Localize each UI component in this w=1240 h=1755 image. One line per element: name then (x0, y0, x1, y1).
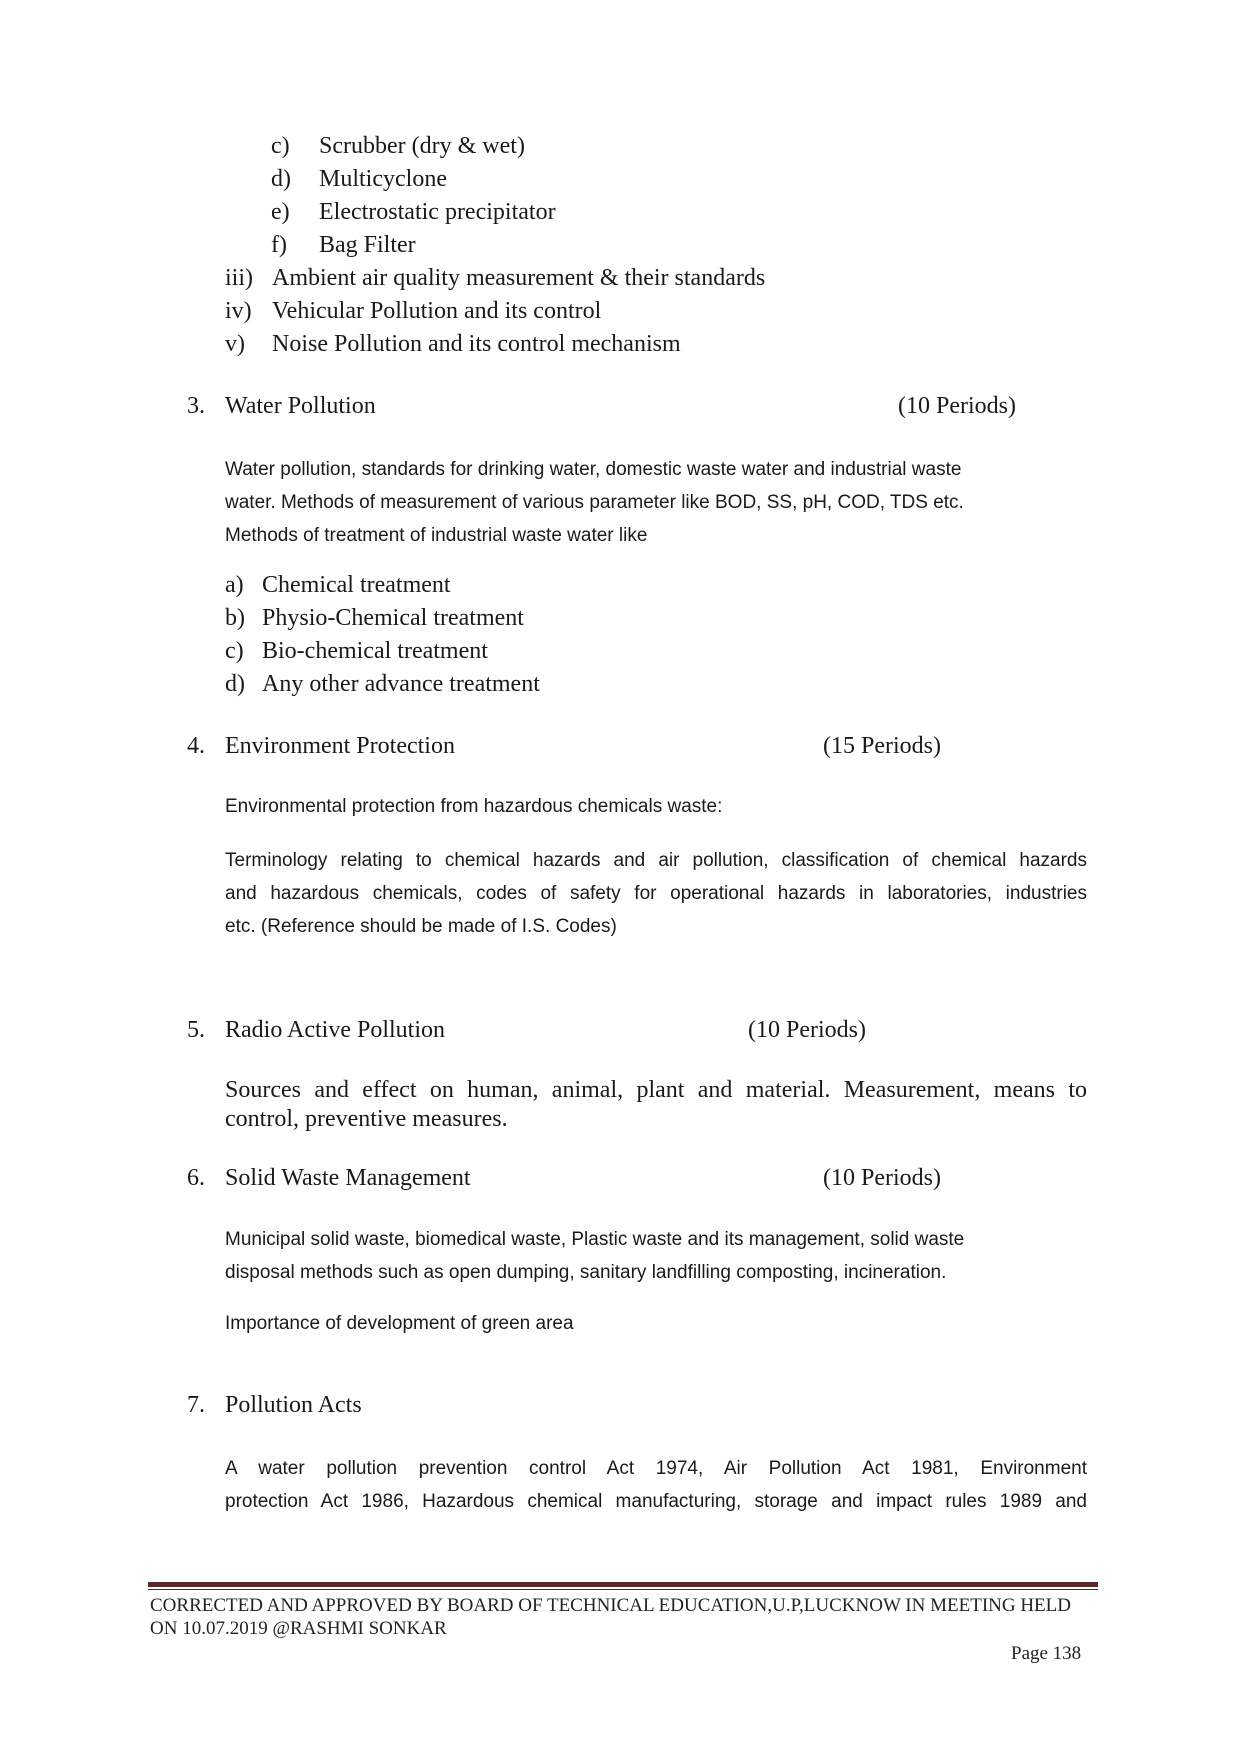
section-paragraph (225, 844, 1087, 943)
paragraph-line: Water pollution, standards for drinking water, domestic waste water and industrial waste (225, 459, 962, 480)
paragraph-line: Terminology relating to chemical hazards and air pollution, classification of chemical hazards (225, 850, 1087, 871)
section-periods: (15 Periods) (823, 733, 941, 759)
section-title: Radio Active Pollution (225, 1017, 445, 1043)
paragraph-line: disposal methods such as open dumping, sanitary landfilling composting, incineration. (225, 1262, 947, 1283)
list-marker: c) (225, 638, 244, 664)
paragraph-line: A water pollution prevention control Act 1974, Air Pollution Act 1981, Environment (225, 1458, 1087, 1479)
section-intro: Environmental protection from hazardous chemicals waste: (225, 796, 723, 817)
section-extra-text: Importance of development of green area (225, 1313, 574, 1334)
paragraph-line: water. Methods of measurement of various parameter like BOD, SS, pH, COD, TDS etc. (225, 492, 964, 513)
list-marker: a) (225, 572, 244, 598)
section-paragraph (225, 453, 1085, 552)
list-marker: d) (271, 166, 291, 192)
list-marker: f) (271, 232, 287, 258)
section-paragraph (225, 1452, 1087, 1518)
list-item-text: Chemical treatment (262, 572, 451, 598)
list-item-text: Vehicular Pollution and its control (272, 298, 602, 324)
list-item-text: Electrostatic precipitator (319, 199, 556, 225)
list-item-text: Noise Pollution and its control mechanism (272, 331, 681, 357)
section-paragraph (225, 1223, 1085, 1289)
section-paragraph (225, 1076, 1087, 1134)
list-marker: c) (271, 133, 290, 159)
list-marker: iv) (225, 298, 252, 324)
section-title: Water Pollution (225, 393, 376, 419)
list-item-text: Multicyclone (319, 166, 447, 192)
list-marker: iii) (225, 265, 253, 291)
footer-divider-thin (148, 1589, 1098, 1590)
section-title: Pollution Acts (225, 1392, 362, 1418)
paragraph-line: protection Act 1986, Hazardous chemical manufacturing, storage and impact rules 1989 and (225, 1491, 1087, 1512)
section-number: 5. (187, 1017, 205, 1043)
paragraph-line: Methods of treatment of industrial waste water like (225, 525, 648, 546)
footer-approval-line: CORRECTED AND APPROVED BY BOARD OF TECHNICAL EDUCATION,U.P,LUCKNOW IN MEETING HELD (150, 1595, 1071, 1616)
paragraph-line: etc. (Reference should be made of I.S. Codes) (225, 916, 617, 937)
paragraph-line: and hazardous chemicals, codes of safety for operational hazards in laboratories, industries (225, 883, 1087, 904)
list-item-text: Any other advance treatment (262, 671, 540, 697)
list-item-text: Bag Filter (319, 232, 416, 258)
list-item-text: Bio-chemical treatment (262, 638, 488, 664)
section-title: Environment Protection (225, 733, 455, 759)
list-marker: d) (225, 671, 245, 697)
paragraph-line: Municipal solid waste, biomedical waste, Plastic waste and its management, solid waste (225, 1229, 965, 1250)
footer-divider (148, 1582, 1098, 1587)
paragraph-line: control, preventive measures. (225, 1106, 508, 1132)
section-number: 6. (187, 1165, 205, 1191)
section-periods: (10 Periods) (748, 1017, 866, 1043)
list-marker: v) (225, 331, 245, 357)
section-number: 3. (187, 393, 205, 419)
section-title: Solid Waste Management (225, 1165, 471, 1191)
list-item-text: Ambient air quality measurement & their standards (272, 265, 766, 291)
paragraph-line: Sources and effect on human, animal, plant and material. Measurement, means to (225, 1077, 1087, 1103)
section-number: 4. (187, 733, 205, 759)
list-marker: e) (271, 199, 290, 225)
section-periods: (10 Periods) (898, 393, 1016, 419)
page-number: Page 138 (1011, 1643, 1082, 1664)
footer-approval-line: ON 10.07.2019 @RASHMI SONKAR (150, 1618, 447, 1639)
section-periods: (10 Periods) (823, 1165, 941, 1191)
section-number: 7. (187, 1392, 205, 1418)
list-item-text: Physio-Chemical treatment (262, 605, 524, 631)
list-item-text: Scrubber (dry & wet) (319, 133, 525, 159)
list-marker: b) (225, 605, 245, 631)
